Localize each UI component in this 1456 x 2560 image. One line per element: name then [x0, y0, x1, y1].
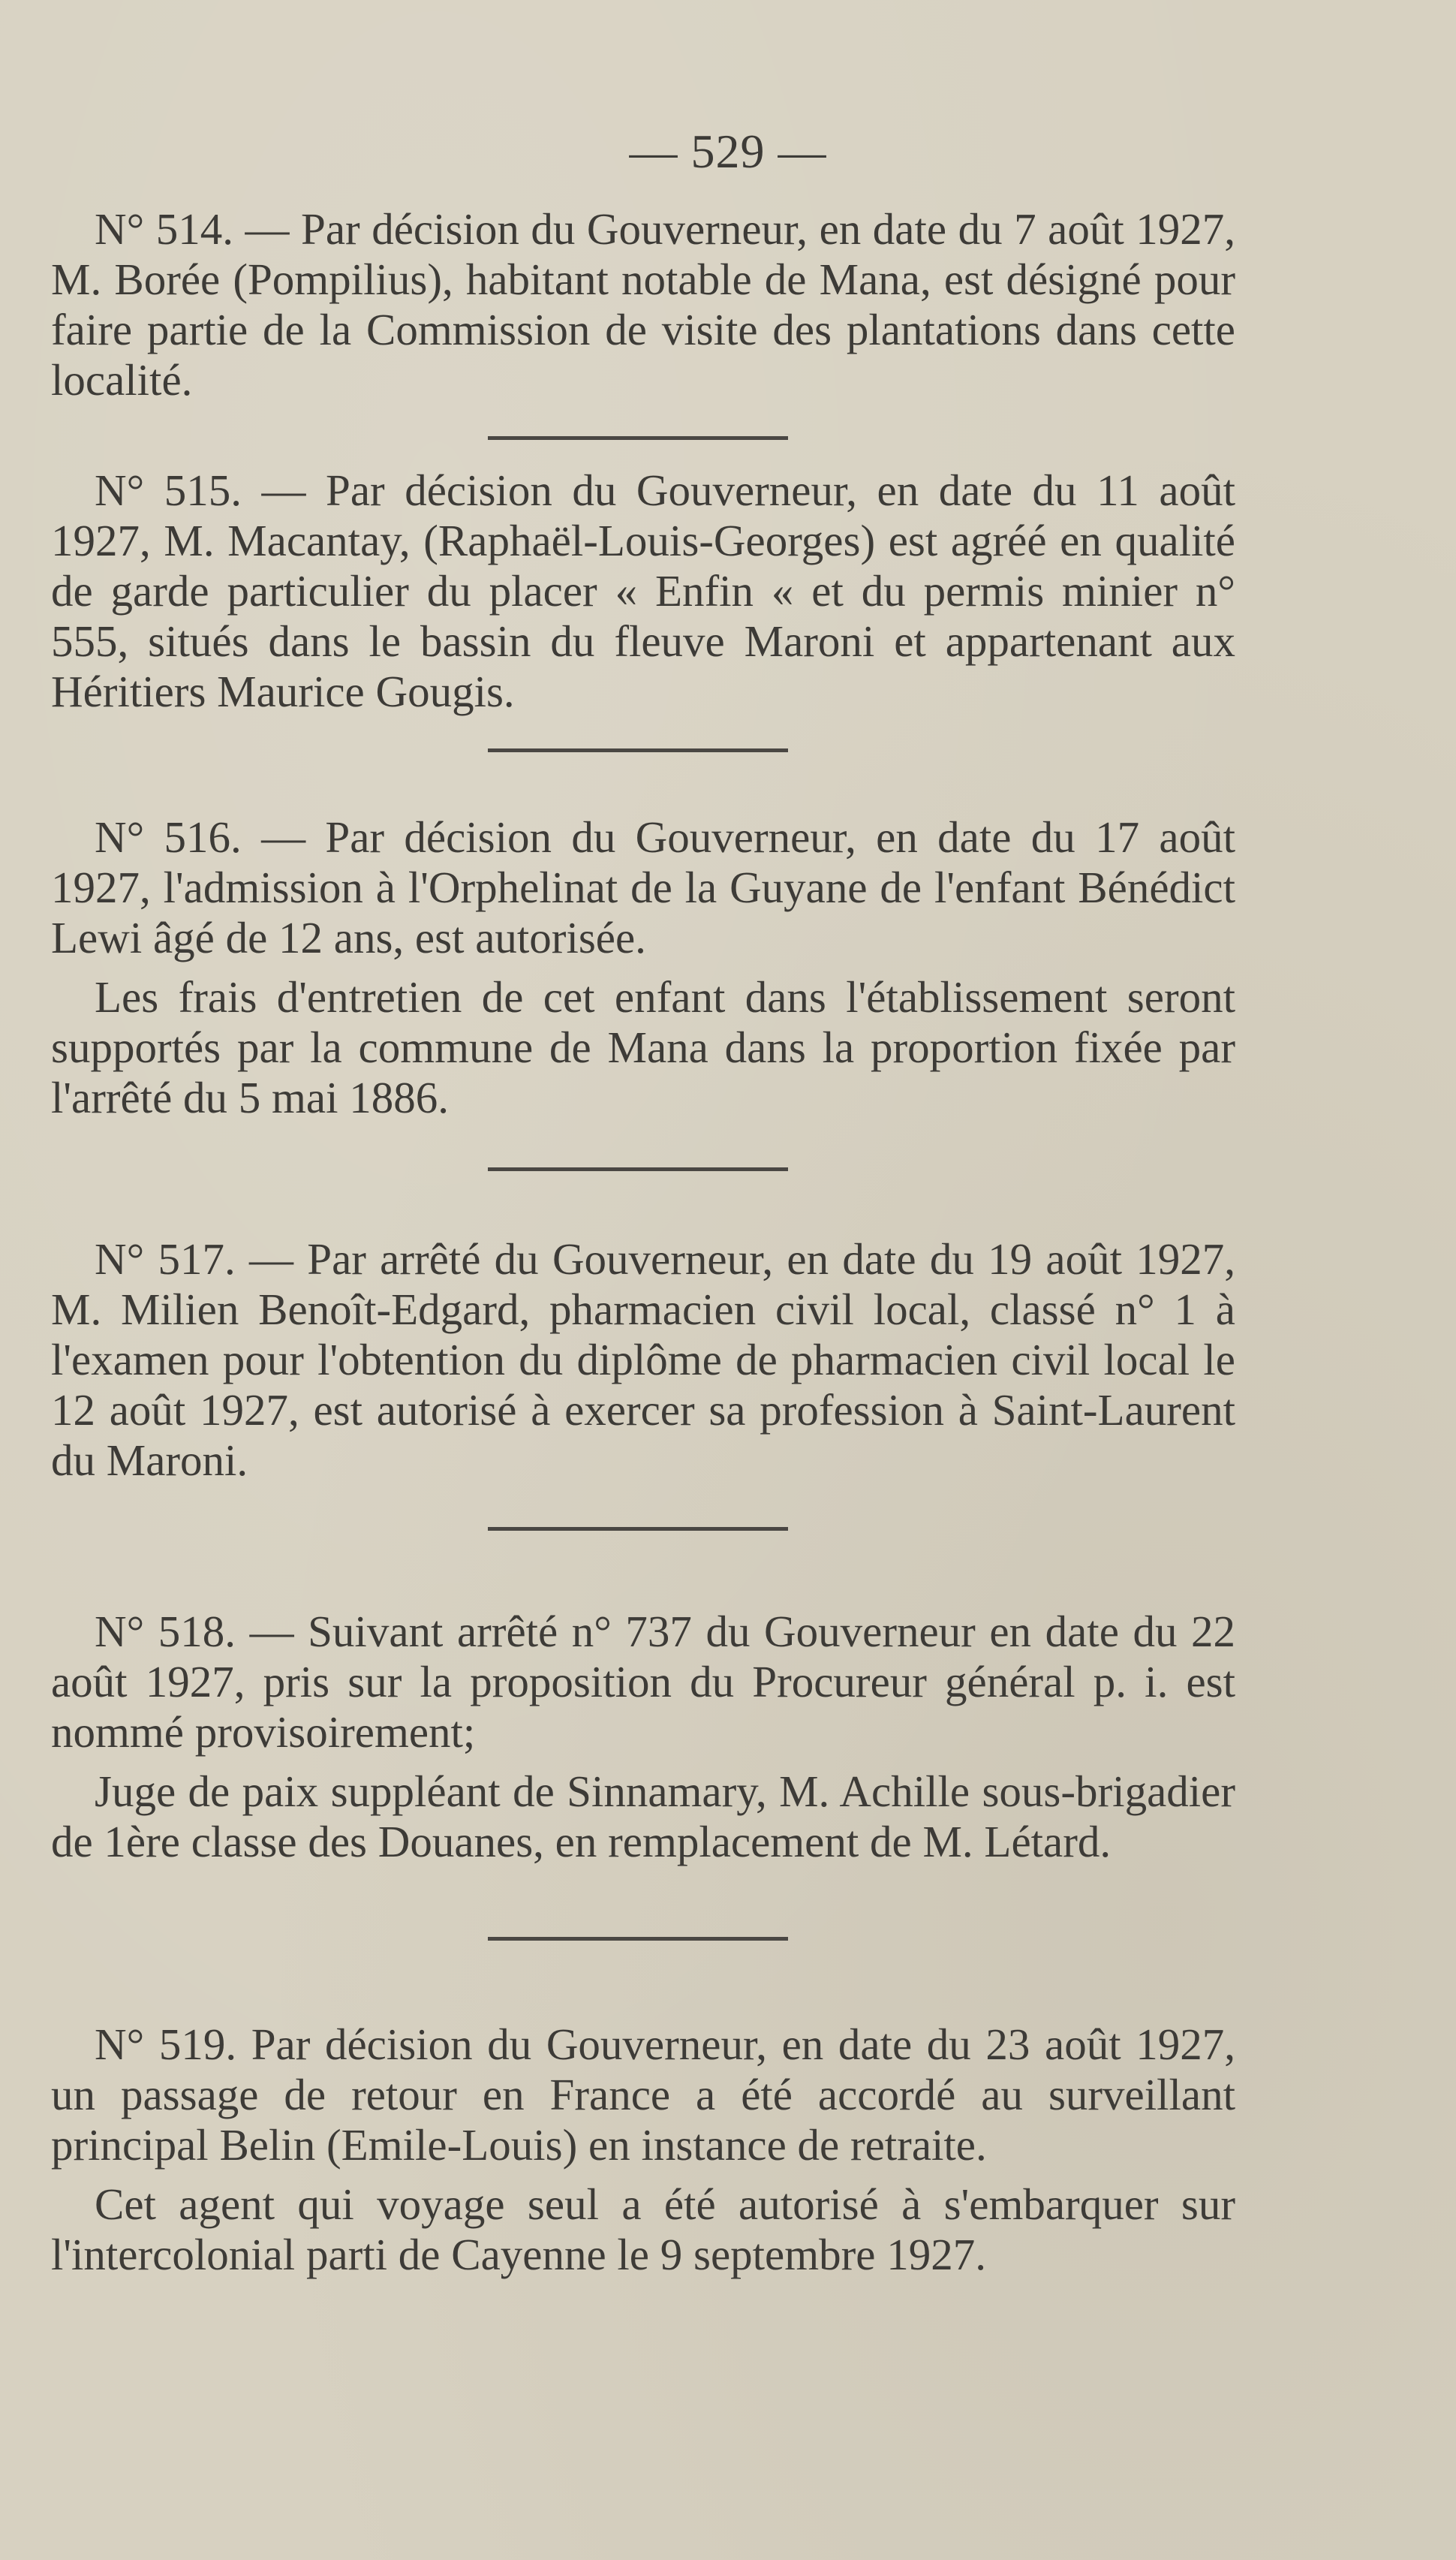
- separator-rule: [488, 748, 788, 752]
- entry-paragraph: N° 514. — Par décision du Gouverneur, en date du 7 août 1927, M. Borée (Pompilius), habitant notable de Mana, est désigné pour faire partie de la Commission de visite des plantations dans cette localité.: [51, 204, 1235, 405]
- entry-paragraph: Cet agent qui voyage seul a été autorisé à s'embarquer sur l'intercolonial parti de Cayenne le 9 septembre 1927.: [51, 2179, 1235, 2279]
- entry-paragraph: N° 518. — Suivant arrêté n° 737 du Gouverneur en date du 22 août 1927, pris sur la proposition du Procureur général p. i. est nommé provisoirement;: [51, 1607, 1235, 1757]
- separator-rule: [488, 1937, 788, 1941]
- entry-519: [51, 2019, 1235, 2280]
- entry-518: [51, 1607, 1235, 1867]
- page-number: — 529 —: [629, 125, 827, 178]
- entry-515: [51, 465, 1235, 717]
- separator-rule: [488, 1527, 788, 1531]
- entry-paragraph: N° 517. — Par arrêté du Gouverneur, en date du 19 août 1927, M. Milien Benoît-Edgard, pharmacien civil local, classé n° 1 à l'examen pour l'obtention du diplôme de pharmacien civil local le 12 août 1927, est autorisé à exercer sa profession à Saint-Laurent du Maroni.: [51, 1234, 1235, 1485]
- entry-paragraph: Les frais d'entretien de cet enfant dans l'établissement seront supportés par la commune de Mana dans la proportion fixée par l'arrêté du 5 mai 1886.: [51, 972, 1235, 1122]
- entry-517: [51, 1234, 1235, 1486]
- entry-paragraph: Juge de paix suppléant de Sinnamary, M. Achille sous-brigadier de 1ère classe des Douanes, en remplacement de M. Létard.: [51, 1766, 1235, 1866]
- entry-paragraph: N° 519. Par décision du Gouverneur, en date du 23 août 1927, un passage de retour en France a été accordé au surveillant principal Belin (Emile-Louis) en instance de retraite.: [51, 2019, 1235, 2170]
- entry-516: [51, 812, 1235, 1123]
- separator-rule: [488, 1167, 788, 1171]
- entry-514: [51, 204, 1235, 405]
- separator-rule: [488, 436, 788, 440]
- entry-paragraph: N° 516. — Par décision du Gouverneur, en date du 17 août 1927, l'admission à l'Orphelinat de la Guyane de l'enfant Bénédict Lewi âgé de 12 ans, est autorisée.: [51, 812, 1235, 962]
- entry-paragraph: N° 515. — Par décision du Gouverneur, en date du 11 août 1927, M. Macantay, (Raphaël-Louis-Georges) est agréé en qualité de garde particulier du placer « Enfin « et du permis minier n° 555, situés dans le bassin du fleuve Maroni et appartenant aux Héritiers Maurice Gougis.: [51, 465, 1235, 716]
